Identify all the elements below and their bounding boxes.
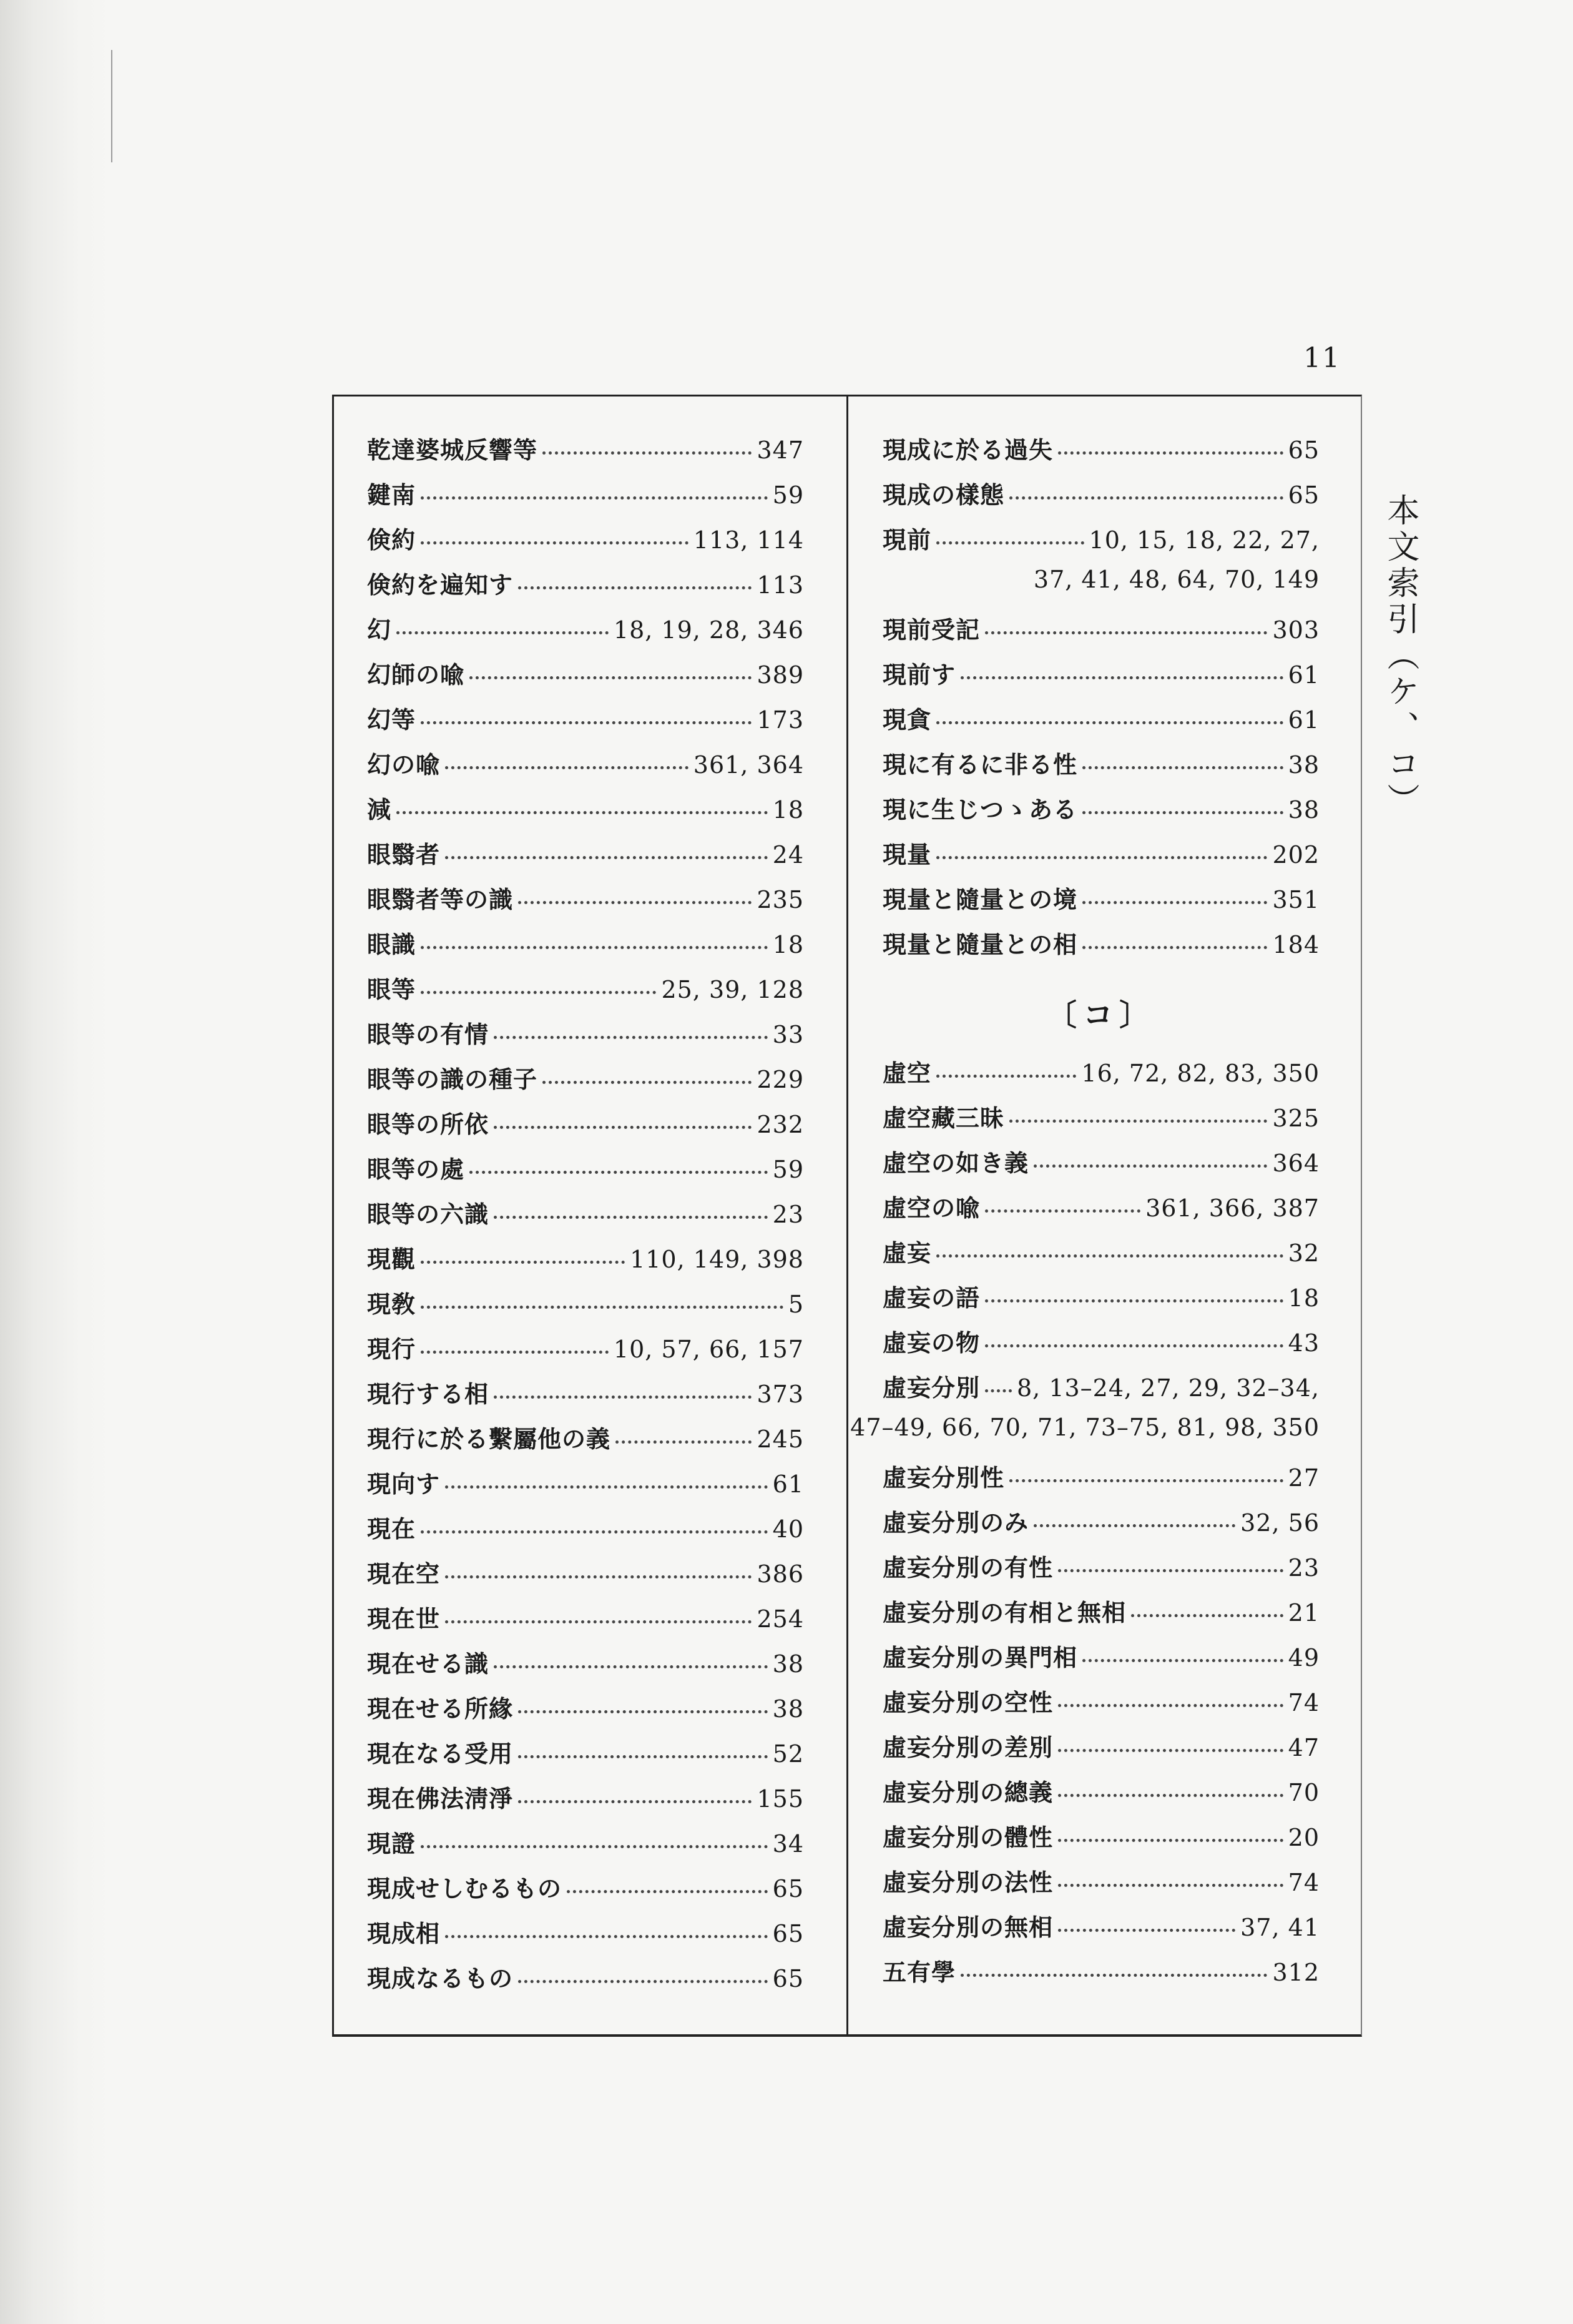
entry-pages: 229 bbox=[757, 1066, 804, 1093]
running-side-title: 本文索引（ケ、コ） bbox=[1381, 493, 1419, 819]
entry-term: 現成相 bbox=[367, 1919, 441, 1947]
dot-leader bbox=[469, 1171, 768, 1174]
entry-term: 現在せる識 bbox=[367, 1650, 489, 1678]
entry-pages: 52 bbox=[772, 1740, 804, 1768]
entry-pages: 61 bbox=[1288, 661, 1320, 689]
dot-leader bbox=[421, 1306, 783, 1309]
entry-term: 虛妄分別 bbox=[883, 1374, 981, 1402]
entry-term: 虛妄分別の空性 bbox=[883, 1688, 1054, 1716]
dot-leader bbox=[1034, 1164, 1267, 1168]
entry-term: 現行に於る繫屬他の義 bbox=[367, 1425, 611, 1453]
entry-pages: 32, 56 bbox=[1240, 1509, 1320, 1537]
entry-term: 虛妄の語 bbox=[883, 1284, 981, 1312]
index-entry bbox=[883, 835, 1320, 880]
entry-term: 現在せる所緣 bbox=[367, 1695, 514, 1723]
entry-pages: 65 bbox=[772, 1875, 804, 1903]
entry-pages: 37, 41, 48, 64, 70, 149 bbox=[1033, 566, 1320, 593]
entry-pages: 202 bbox=[1272, 841, 1320, 869]
index-entry bbox=[367, 1555, 804, 1600]
entry-pages: 27 bbox=[1288, 1464, 1320, 1492]
index-entry bbox=[883, 1279, 1320, 1324]
index-entry bbox=[367, 521, 804, 566]
index-entry bbox=[883, 566, 1320, 611]
index-entry bbox=[367, 1375, 804, 1420]
index-entry bbox=[367, 1150, 804, 1195]
entry-pages: 10, 57, 66, 157 bbox=[613, 1336, 804, 1363]
entry-pages: 21 bbox=[1288, 1599, 1320, 1627]
dot-leader bbox=[985, 1299, 1283, 1302]
dot-leader bbox=[1058, 1839, 1283, 1842]
index-entry bbox=[367, 1735, 804, 1780]
entry-term: 現證 bbox=[367, 1829, 416, 1858]
index-entry bbox=[367, 656, 804, 701]
page-number: 11 bbox=[1303, 342, 1341, 374]
dot-leader bbox=[1082, 946, 1267, 949]
index-entry bbox=[883, 1144, 1320, 1189]
dot-leader bbox=[421, 721, 752, 724]
entry-term: 虛妄分別の無相 bbox=[883, 1913, 1054, 1941]
dot-leader bbox=[1058, 451, 1283, 455]
entry-pages: 33 bbox=[772, 1021, 804, 1048]
index-entry bbox=[883, 701, 1320, 746]
entry-term: 現量と隨量との境 bbox=[883, 885, 1078, 913]
entry-term: 虛妄分別の有性 bbox=[883, 1553, 1054, 1582]
dot-leader bbox=[567, 1890, 768, 1893]
index-entry bbox=[883, 656, 1320, 701]
index-entry bbox=[883, 1234, 1320, 1279]
dot-leader bbox=[494, 1126, 752, 1129]
entry-pages: 245 bbox=[757, 1425, 804, 1453]
entry-pages: 47 bbox=[1288, 1734, 1320, 1761]
index-entry bbox=[883, 1863, 1320, 1908]
dot-leader bbox=[1058, 1704, 1283, 1707]
entry-pages: 386 bbox=[757, 1560, 804, 1588]
entry-pages: 34 bbox=[772, 1830, 804, 1858]
index-entry bbox=[367, 925, 804, 970]
column-divider bbox=[846, 395, 848, 2037]
dot-leader bbox=[1082, 901, 1267, 904]
dot-leader bbox=[1058, 1749, 1283, 1752]
index-entry bbox=[367, 1015, 804, 1060]
dot-leader bbox=[396, 811, 768, 814]
entry-term: 虛空の如き義 bbox=[883, 1149, 1029, 1177]
entry-term: 眼等の六識 bbox=[367, 1200, 489, 1228]
index-entry bbox=[883, 1099, 1320, 1144]
dot-leader bbox=[961, 1974, 1267, 1977]
entry-term: 虛妄分別の體性 bbox=[883, 1823, 1054, 1851]
dot-leader bbox=[518, 1800, 752, 1803]
index-entry bbox=[367, 1600, 804, 1645]
entry-pages: 155 bbox=[757, 1785, 804, 1813]
entry-pages: 361, 364 bbox=[693, 751, 804, 779]
dot-leader bbox=[421, 496, 768, 500]
index-entry bbox=[883, 1189, 1320, 1234]
entry-pages: 113, 114 bbox=[693, 526, 804, 554]
entry-term: 現在空 bbox=[367, 1560, 441, 1588]
index-entry bbox=[883, 1818, 1320, 1863]
index-entry bbox=[367, 1645, 804, 1690]
entry-pages: 59 bbox=[772, 1156, 804, 1183]
dot-leader bbox=[1009, 496, 1283, 500]
dot-leader bbox=[1058, 1794, 1283, 1797]
entry-pages: 65 bbox=[1288, 436, 1320, 464]
entry-pages: 184 bbox=[1272, 931, 1320, 958]
section-heading: 〔コ〕 bbox=[1046, 997, 1155, 1033]
entry-term: 虛妄 bbox=[883, 1239, 932, 1267]
entry-pages: 38 bbox=[772, 1650, 804, 1678]
index-entry bbox=[367, 1330, 804, 1375]
dot-leader bbox=[494, 1036, 768, 1039]
entry-term: 眼等の處 bbox=[367, 1155, 465, 1183]
entry-term: 眼等の有情 bbox=[367, 1020, 489, 1048]
dot-leader bbox=[494, 1396, 752, 1399]
entry-term: 現成に於る過失 bbox=[883, 436, 1054, 464]
index-entry bbox=[367, 1780, 804, 1824]
entry-term: 現向す bbox=[367, 1470, 441, 1498]
right-column-bottom bbox=[850, 1054, 1320, 1998]
entry-pages: 351 bbox=[1272, 886, 1320, 913]
index-entry bbox=[883, 1593, 1320, 1638]
entry-term: 幻師の喩 bbox=[367, 661, 465, 689]
entry-pages: 364 bbox=[1272, 1150, 1320, 1177]
entry-term: 現行 bbox=[367, 1335, 416, 1363]
dot-leader bbox=[542, 1081, 752, 1084]
index-entry bbox=[883, 880, 1320, 925]
index-entry bbox=[883, 1054, 1320, 1099]
dot-leader bbox=[421, 946, 768, 949]
index-entry bbox=[883, 476, 1320, 521]
entry-pages: 37, 41 bbox=[1240, 1914, 1320, 1941]
entry-pages: 18, 19, 28, 346 bbox=[613, 616, 804, 644]
dot-leader bbox=[445, 856, 768, 859]
index-entry bbox=[367, 1959, 804, 2004]
entry-pages: 25, 39, 128 bbox=[661, 976, 804, 1003]
entry-term: 乾達婆城反響等 bbox=[367, 436, 538, 464]
dot-leader bbox=[421, 1845, 768, 1848]
dot-leader bbox=[494, 1216, 768, 1219]
dot-leader bbox=[518, 586, 752, 589]
entry-term: 虛妄分別の法性 bbox=[883, 1868, 1054, 1896]
dot-leader bbox=[542, 451, 752, 455]
entry-term: 現在なる受用 bbox=[367, 1740, 514, 1768]
index-entry bbox=[883, 1728, 1320, 1773]
index-entry bbox=[367, 746, 804, 790]
dot-leader bbox=[936, 856, 1267, 859]
entry-term: 虛妄分別性 bbox=[883, 1464, 1005, 1492]
dot-leader bbox=[396, 631, 609, 634]
index-entry bbox=[883, 1953, 1320, 1998]
dot-leader bbox=[1131, 1614, 1283, 1617]
entry-term: 虛妄分別のみ bbox=[883, 1509, 1029, 1537]
index-entry bbox=[883, 1773, 1320, 1818]
entry-term: 現貪 bbox=[883, 706, 932, 734]
entry-term: 現行する相 bbox=[367, 1380, 489, 1408]
right-column-top bbox=[883, 431, 1320, 970]
entry-term: 鍵南 bbox=[367, 481, 416, 509]
dot-leader bbox=[421, 1530, 768, 1534]
index-entry bbox=[367, 566, 804, 611]
index-entry bbox=[367, 970, 804, 1015]
entry-pages: 18 bbox=[1288, 1284, 1320, 1312]
entry-pages: 10, 15, 18, 22, 27, bbox=[1089, 526, 1320, 554]
dot-leader bbox=[615, 1440, 752, 1444]
entry-term: 現成せしむるもの bbox=[367, 1874, 562, 1903]
entry-term: 虛空の喩 bbox=[883, 1194, 981, 1222]
entry-pages: 373 bbox=[757, 1381, 804, 1408]
entry-pages: 38 bbox=[1288, 751, 1320, 779]
dot-leader bbox=[518, 1980, 768, 1983]
index-entry bbox=[367, 790, 804, 835]
entry-term: 幻 bbox=[367, 616, 392, 644]
index-entry bbox=[367, 701, 804, 746]
entry-term: 眼識 bbox=[367, 930, 416, 958]
entry-term: 現前受記 bbox=[883, 616, 981, 644]
entry-pages: 65 bbox=[772, 1965, 804, 1992]
entry-pages: 47–49, 66, 70, 71, 73–75, 81, 98, 350 bbox=[850, 1414, 1320, 1441]
dot-leader bbox=[421, 991, 656, 994]
entry-term: 現在 bbox=[367, 1515, 416, 1543]
dot-leader bbox=[421, 1261, 625, 1264]
dot-leader bbox=[1058, 1569, 1283, 1572]
entry-term: 眼等 bbox=[367, 975, 416, 1003]
entry-term: 倹約 bbox=[367, 526, 416, 554]
entry-term: 現量と隨量との相 bbox=[883, 930, 1078, 958]
entry-pages: 361, 366, 387 bbox=[1145, 1194, 1320, 1222]
dot-leader bbox=[961, 676, 1283, 679]
dot-leader bbox=[985, 1344, 1283, 1347]
entry-term: 現に生じつゝある bbox=[883, 795, 1078, 824]
entry-term: 減 bbox=[367, 795, 392, 824]
index-entry bbox=[883, 1908, 1320, 1953]
entry-term: 虛妄分別の總義 bbox=[883, 1778, 1054, 1806]
entry-term: 眼翳者等の識 bbox=[367, 885, 514, 913]
binding-shadow bbox=[0, 0, 112, 2324]
entry-pages: 65 bbox=[772, 1920, 804, 1947]
entry-term: 倹約を遍知す bbox=[367, 571, 514, 599]
entry-pages: 74 bbox=[1288, 1689, 1320, 1716]
entry-term: 虛妄分別の差別 bbox=[883, 1733, 1054, 1761]
index-entry bbox=[367, 1105, 804, 1150]
dot-leader bbox=[936, 1075, 1076, 1078]
entry-pages: 24 bbox=[772, 841, 804, 869]
dot-leader bbox=[445, 1620, 752, 1623]
entry-term: 眼翳者 bbox=[367, 840, 441, 869]
entry-pages: 16, 72, 82, 83, 350 bbox=[1081, 1060, 1320, 1087]
entry-term: 眼等の所依 bbox=[367, 1110, 489, 1138]
dot-leader bbox=[1009, 1479, 1283, 1482]
entry-term: 現敎 bbox=[367, 1290, 416, 1318]
dot-leader bbox=[1082, 766, 1283, 769]
index-entry bbox=[850, 1414, 1320, 1459]
entry-term: 虛妄分別の有相と無相 bbox=[883, 1598, 1127, 1627]
index-entry bbox=[367, 1690, 804, 1735]
index-entry bbox=[367, 476, 804, 521]
dot-leader bbox=[1082, 1659, 1283, 1662]
dot-leader bbox=[1082, 811, 1283, 814]
index-entry bbox=[367, 611, 804, 656]
dot-leader bbox=[421, 1351, 609, 1354]
entry-pages: 38 bbox=[772, 1695, 804, 1723]
dot-leader bbox=[445, 766, 688, 769]
index-entry bbox=[367, 1869, 804, 1914]
left-column bbox=[367, 431, 804, 2004]
index-entry bbox=[367, 880, 804, 925]
index-entry bbox=[883, 925, 1320, 970]
entry-pages: 113 bbox=[757, 571, 804, 599]
entry-pages: 18 bbox=[772, 796, 804, 824]
dot-leader bbox=[985, 1389, 1012, 1392]
entry-pages: 23 bbox=[1288, 1554, 1320, 1582]
entry-pages: 70 bbox=[1288, 1779, 1320, 1806]
entry-pages: 59 bbox=[772, 481, 804, 509]
entry-term: 現觀 bbox=[367, 1245, 416, 1273]
dot-leader bbox=[985, 631, 1267, 634]
dot-leader bbox=[445, 1935, 768, 1938]
entry-pages: 74 bbox=[1288, 1869, 1320, 1896]
index-entry bbox=[883, 431, 1320, 476]
index-entry bbox=[367, 431, 804, 476]
index-entry bbox=[883, 1324, 1320, 1369]
entry-pages: 232 bbox=[757, 1111, 804, 1138]
entry-term: 現在世 bbox=[367, 1605, 441, 1633]
entry-pages: 49 bbox=[1288, 1644, 1320, 1672]
entry-pages: 43 bbox=[1288, 1329, 1320, 1357]
dot-leader bbox=[936, 1254, 1283, 1258]
dot-leader bbox=[518, 901, 752, 904]
entry-pages: 303 bbox=[1272, 616, 1320, 644]
index-entry bbox=[367, 1285, 804, 1330]
index-entry bbox=[883, 1459, 1320, 1504]
entry-pages: 173 bbox=[757, 706, 804, 734]
entry-pages: 61 bbox=[1288, 706, 1320, 734]
entry-pages: 389 bbox=[757, 661, 804, 689]
entry-term: 現在佛法淸淨 bbox=[367, 1785, 514, 1813]
entry-term: 現前 bbox=[883, 526, 932, 554]
entry-term: 現成の樣態 bbox=[883, 481, 1005, 509]
entry-pages: 38 bbox=[1288, 796, 1320, 824]
entry-pages: 32 bbox=[1288, 1239, 1320, 1267]
right-column bbox=[850, 431, 1320, 1998]
entry-term: 虛空藏三昧 bbox=[883, 1104, 1005, 1132]
entry-term: 幻等 bbox=[367, 706, 416, 734]
entry-pages: 65 bbox=[1288, 481, 1320, 509]
dot-leader bbox=[1058, 1884, 1283, 1887]
dot-leader bbox=[985, 1209, 1140, 1213]
entry-term: 虛空 bbox=[883, 1059, 932, 1087]
index-entry bbox=[367, 1420, 804, 1465]
entry-pages: 5 bbox=[788, 1291, 804, 1318]
entry-term: 虛妄の物 bbox=[883, 1329, 981, 1357]
index-entry bbox=[367, 1465, 804, 1510]
dot-leader bbox=[1058, 1929, 1235, 1932]
dot-leader bbox=[445, 1485, 768, 1489]
entry-pages: 235 bbox=[757, 886, 804, 913]
index-entry bbox=[367, 1914, 804, 1959]
index-entry bbox=[883, 611, 1320, 656]
index-entry bbox=[883, 1683, 1320, 1728]
index-entry bbox=[883, 1369, 1320, 1414]
dot-leader bbox=[445, 1575, 752, 1578]
entry-term: 幻の喩 bbox=[367, 751, 441, 779]
dot-leader bbox=[518, 1710, 768, 1713]
index-entry bbox=[367, 1824, 804, 1869]
entry-pages: 347 bbox=[757, 436, 804, 464]
entry-pages: 61 bbox=[772, 1470, 804, 1498]
index-entry bbox=[367, 1240, 804, 1285]
index-entry bbox=[367, 835, 804, 880]
index-entry bbox=[367, 1195, 804, 1240]
dot-leader bbox=[518, 1755, 768, 1758]
entry-pages: 18 bbox=[772, 931, 804, 958]
dot-leader bbox=[936, 541, 1084, 544]
binding-mark bbox=[111, 50, 112, 162]
entry-pages: 23 bbox=[772, 1201, 804, 1228]
dot-leader bbox=[1009, 1120, 1267, 1123]
entry-term: 虛妄分別の異門相 bbox=[883, 1643, 1078, 1672]
index-entry bbox=[883, 1549, 1320, 1593]
index-entry bbox=[367, 1510, 804, 1555]
entry-term: 眼等の識の種子 bbox=[367, 1065, 538, 1093]
entry-term: 五有學 bbox=[883, 1958, 956, 1986]
entry-term: 現量 bbox=[883, 840, 932, 869]
dot-leader bbox=[1034, 1524, 1235, 1527]
index-entry bbox=[367, 1060, 804, 1105]
index-entry bbox=[883, 1638, 1320, 1683]
entry-pages: 40 bbox=[772, 1515, 804, 1543]
entry-term: 現成なるもの bbox=[367, 1964, 514, 1992]
index-entry bbox=[883, 746, 1320, 790]
entry-pages: 325 bbox=[1272, 1105, 1320, 1132]
entry-pages: 254 bbox=[757, 1605, 804, 1633]
index-entry bbox=[883, 790, 1320, 835]
entry-pages: 20 bbox=[1288, 1824, 1320, 1851]
dot-leader bbox=[936, 721, 1283, 724]
entry-term: 現に有るに非る性 bbox=[883, 751, 1078, 779]
dot-leader bbox=[421, 541, 688, 544]
index-entry bbox=[883, 1504, 1320, 1549]
index-entry bbox=[883, 521, 1320, 566]
dot-leader bbox=[494, 1665, 768, 1668]
entry-pages: 8, 13–24, 27, 29, 32–34, bbox=[1016, 1374, 1320, 1402]
dot-leader bbox=[469, 676, 752, 679]
entry-pages: 312 bbox=[1272, 1959, 1320, 1986]
entry-term: 現前す bbox=[883, 661, 956, 689]
entry-pages: 110, 149, 398 bbox=[630, 1246, 804, 1273]
